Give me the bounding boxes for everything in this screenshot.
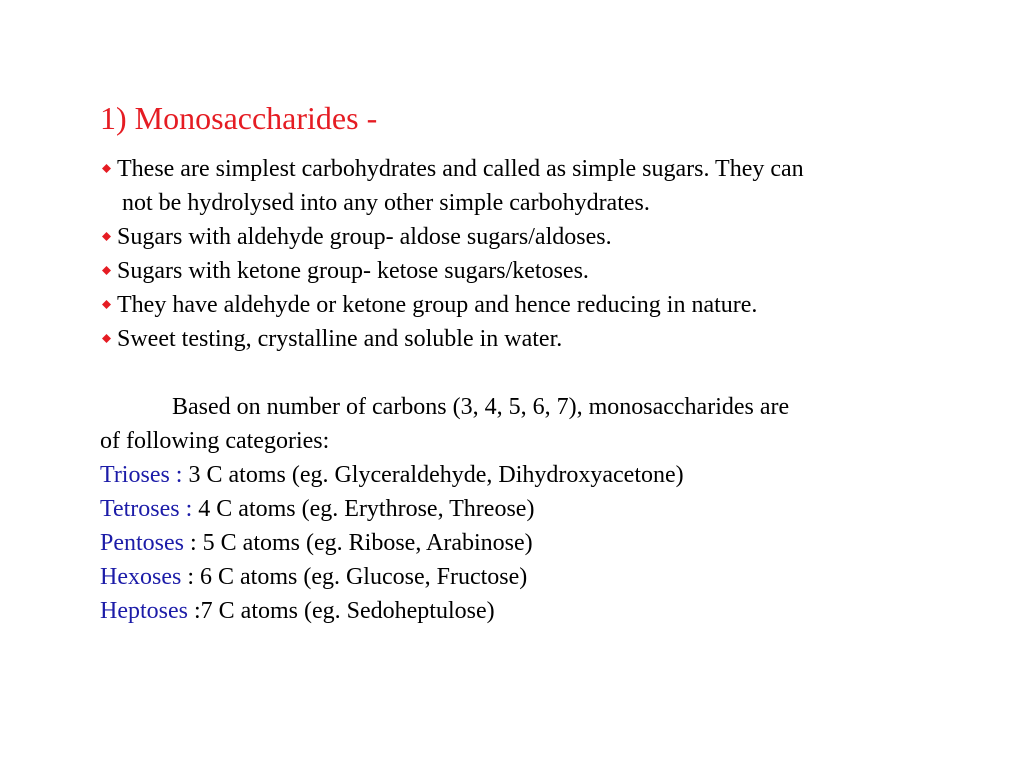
intro-line-1: Based on number of carbons (3, 4, 5, 6, 7), monosaccharides are bbox=[172, 394, 790, 420]
diamond-icon bbox=[102, 232, 111, 241]
diamond-icon bbox=[102, 266, 111, 275]
category-name: Hexoses bbox=[100, 564, 182, 590]
intro-line-2: of following categories: bbox=[100, 428, 330, 454]
bullet-text: Sweet testing, crystalline and soluble in water. bbox=[117, 326, 563, 352]
bullet-text: These are simplest carbohydrates and called as simple sugars. They can bbox=[117, 156, 804, 182]
bullet-item bbox=[100, 152, 960, 220]
diamond-icon bbox=[102, 164, 111, 173]
bullet-item bbox=[100, 322, 960, 356]
category-name: Pentoses bbox=[100, 530, 184, 556]
category-row-hexoses bbox=[100, 560, 684, 594]
diamond-icon bbox=[102, 334, 111, 343]
bullet-item bbox=[100, 254, 960, 288]
bullet-text: Sugars with ketone group- ketose sugars/ketoses. bbox=[117, 258, 589, 284]
category-intro bbox=[100, 390, 960, 458]
bullet-list bbox=[100, 152, 960, 356]
category-description: 4 C atoms (eg. Erythrose, Threose) bbox=[192, 496, 535, 522]
bullet-text: Sugars with aldehyde group- aldose sugars/aldoses. bbox=[117, 224, 612, 250]
diamond-icon bbox=[102, 300, 111, 309]
bullet-text: They have aldehyde or ketone group and hence reducing in nature. bbox=[117, 292, 758, 318]
category-name: Tetroses : bbox=[100, 496, 193, 522]
category-row-tetroses bbox=[100, 492, 684, 526]
bullet-item bbox=[100, 288, 960, 322]
category-list bbox=[100, 458, 684, 628]
category-description: : 6 C atoms (eg. Glucose, Fructose) bbox=[181, 564, 528, 590]
category-row-trioses bbox=[100, 458, 684, 492]
category-description: 3 C atoms (eg. Glyceraldehyde, Dihydroxyacetone) bbox=[182, 462, 684, 488]
bullet-text-continued: not be hydrolysed into any other simple carbohydrates. bbox=[122, 190, 650, 216]
bullet-item bbox=[100, 220, 960, 254]
category-description: : 5 C atoms (eg. Ribose, Arabinose) bbox=[184, 530, 533, 556]
slide-title: 1) Monosaccharides - bbox=[100, 100, 378, 136]
category-row-pentoses bbox=[100, 526, 684, 560]
category-name: Heptoses bbox=[100, 598, 188, 624]
category-row-heptoses bbox=[100, 594, 684, 628]
category-description: :7 C atoms (eg. Sedoheptulose) bbox=[187, 598, 495, 624]
category-name: Trioses : bbox=[100, 462, 183, 488]
